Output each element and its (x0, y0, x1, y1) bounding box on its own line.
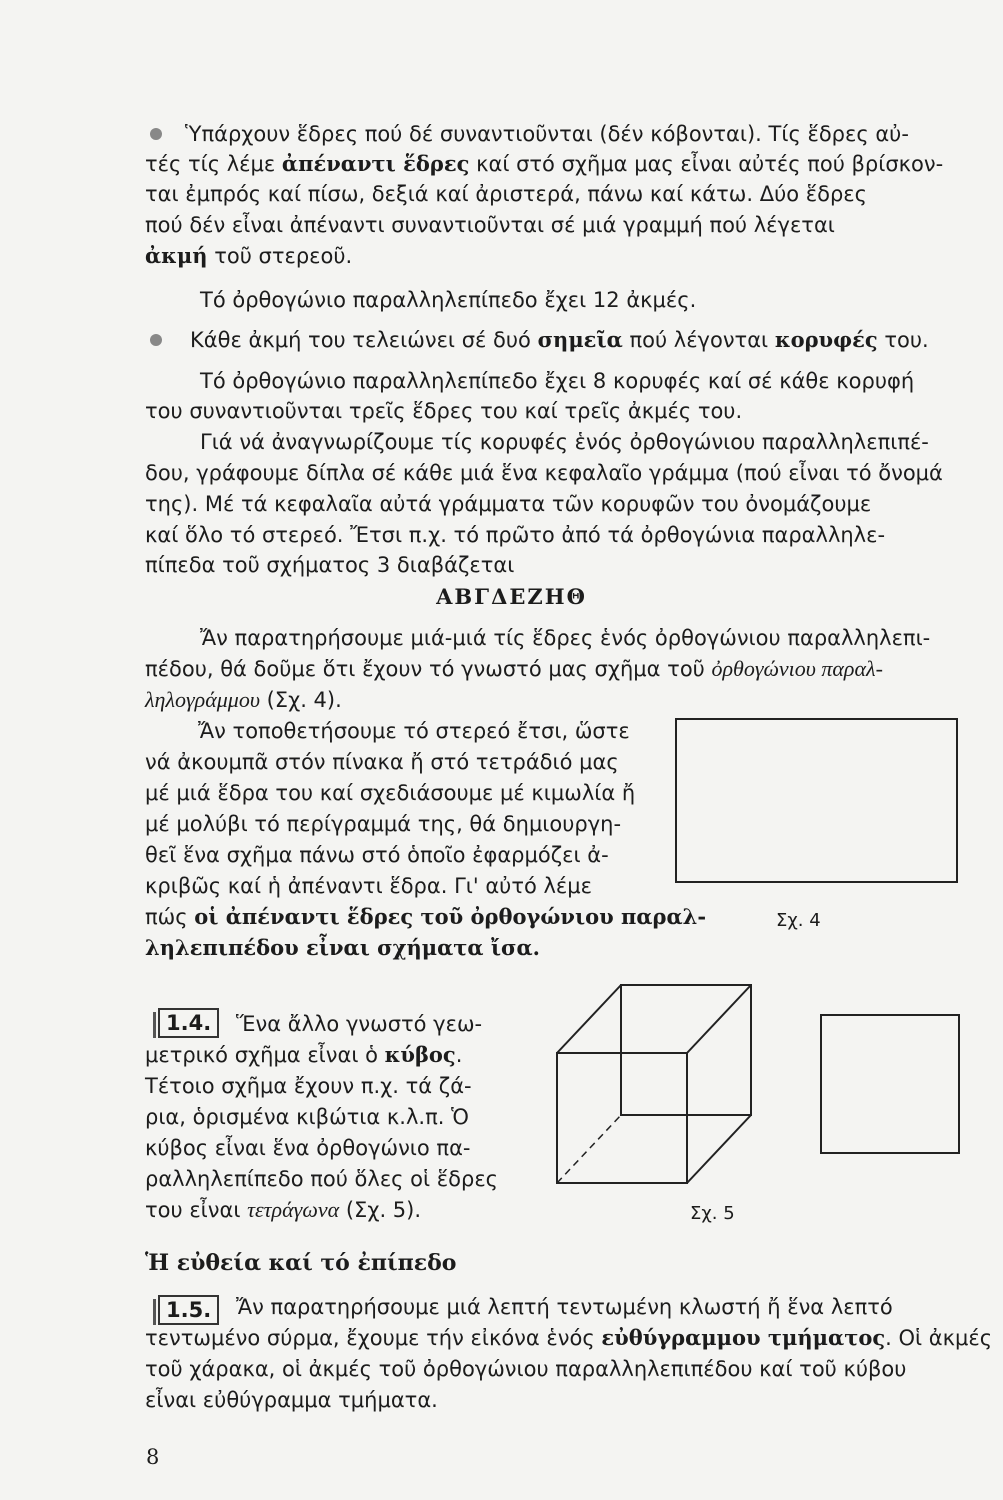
text-line: καί ὅλο τό στερεό. Ἔτσι π.χ. τό πρῶτο ἀπό τά ὀρθογώνια παραλληλε- (145, 523, 886, 547)
figure-4-caption: Σχ. 4 (776, 910, 821, 931)
text-line (145, 242, 352, 270)
text: του. (877, 328, 929, 352)
term-cube: κύβος (384, 1042, 456, 1067)
text-line (145, 655, 883, 683)
text-line: της). Μέ τά κεφαλαῖα αὐτά γράμματα τῶν κορυφῶν του ὀνομάζουμε (145, 492, 872, 516)
text-line: Τό ὀρθογώνιο παραλληλεπίπεδο ἔχει 8 κορυφές καί σέ κάθε κορυφή (200, 369, 915, 393)
figure-4-rectangle (672, 715, 962, 890)
figure-5-caption: Σχ. 5 (690, 1203, 735, 1224)
text: τές τίς λέμε (145, 152, 282, 176)
term-rectangle: ὀρθογώνιου παραλ- (711, 656, 883, 681)
section-heading: Ἡ εὐθεία καί τό ἐπίπεδο (145, 1250, 457, 1276)
text: πώς (145, 905, 195, 929)
text-line: του συναντιοῦνται τρεῖς ἕδρες του καί τρεῖς ἀκμές του. (145, 399, 743, 423)
term-equal-shapes: οἱ ἀπέναντι ἕδρες τοῦ ὀρθογώνιου παραλ- (194, 904, 707, 929)
text: (Σχ. 5). (339, 1198, 422, 1222)
text: . Οἱ ἀκμές (885, 1326, 993, 1350)
term-vertices: κορυφές (774, 327, 878, 352)
text-line (145, 1196, 421, 1224)
vertex-letters-heading: ΑΒΓΔΕΖΗΘ (436, 584, 587, 609)
term-edge: ἀκμή (145, 243, 208, 268)
text: καί στό σχῆμα μας εἶναι αὐτές πού βρίσκον- (469, 152, 944, 176)
page-number: 8 (146, 1445, 160, 1469)
term-squares: τετράγωνα (247, 1197, 340, 1222)
text-line: ραλληλεπίπεδο πού ὅλες οἱ ἕδρες (145, 1167, 499, 1191)
text: πού λέγονται (622, 328, 775, 352)
text-line (145, 934, 540, 962)
term-rectangle: ληλογράμμου (145, 687, 260, 712)
text-line: Τό ὀρθογώνιο παραλληλεπίπεδο ἔχει 12 ἀκμές. (200, 288, 697, 312)
text-line: Τέτοιο σχῆμα ἔχουν π.χ. τά ζά- (145, 1074, 472, 1098)
term-equal-shapes: ληλεπιπέδου εἶναι σχήματα ἴσα. (145, 935, 540, 960)
section-number-1-4: 1.4. (158, 1008, 219, 1038)
text-line: Ἄν παρατηρήσουμε μιά λεπτή τεντωμένη κλωστή ἤ ἕνα λεπτό (236, 1295, 893, 1319)
text-line: Ἄν παρατηρήσουμε μιά-μιά τίς ἕδρες ἑνός ὀρθογώνιου παραλληλεπι- (200, 626, 931, 650)
text-line: πίπεδα τοῦ σχήματος 3 διαβάζεται (145, 553, 515, 577)
figure-5-square (818, 1012, 964, 1158)
text-line (145, 1041, 462, 1069)
section-number-1-5: 1.5. (158, 1295, 219, 1325)
text-line: πού δέν εἶναι ἀπέναντι συναντιοῦνται σέ μιά γραμμή πού λέγεται (145, 213, 835, 237)
text-line: ρια, ὁρισμένα κιβώτια κ.λ.π. Ὁ (145, 1105, 469, 1129)
text: (Σχ. 4). (259, 688, 342, 712)
text-line (145, 686, 342, 714)
text-line (145, 903, 706, 931)
term-line-segment: εὐθύγραμμου τμήματος (601, 1325, 886, 1350)
text-line: Ἄν τοποθετήσουμε τό στερεό ἔτσι, ὥστε (198, 719, 630, 743)
text-line: τοῦ χάρακα, οἱ ἀκμές τοῦ ὀρθογώνιου παραλληλεπιπέδου καί τοῦ κύβου (145, 1357, 907, 1381)
text-line: Γιά νά ἀναγνωρίζουμε τίς κορυφές ἑνός ὀρθογώνιου παραλληλεπιπέ- (200, 430, 929, 454)
text-line: μέ μιά ἕδρα του καί σχεδιάσουμε μέ κιμωλία ἤ (145, 781, 636, 805)
text-line: κριβῶς καί ἡ ἀπέναντι ἕδρα. Γι' αὐτό λέμε (145, 874, 592, 898)
term-opposite-faces: ἀπέναντι ἕδρες (281, 151, 470, 176)
text: πέδου, θά δοῦμε ὅτι ἔχουν τό γνωστό μας σχῆμα τοῦ (145, 657, 712, 681)
text-line: νά ἀκουμπᾶ στόν πίνακα ἤ στό τετράδιό μας (145, 750, 619, 774)
text: Κάθε ἀκμή του τελειώνει σέ δυό (190, 328, 538, 352)
text-line: κύβος εἶναι ἕνα ὀρθογώνιο πα- (145, 1136, 471, 1160)
text: τεντωμένο σύρμα, ἔχουμε τήν εἰκόνα ἑνός (145, 1326, 602, 1350)
text-line: θεῖ ἕνα σχῆμα πάνω στό ὁποῖο ἐφαρμόζει ἀ- (145, 843, 609, 867)
text: μετρικό σχῆμα εἶναι ὁ (145, 1043, 385, 1067)
figure-5-cube (545, 975, 765, 1200)
text-line: ται ἐμπρός καί πίσω, δεξιά καί ἀριστερά, πάνω καί κάτω. Δύο ἕδρες (145, 182, 867, 206)
bullet-point (150, 128, 162, 140)
text-line: Ὑπάρχουν ἕδρες πού δέ συναντιοῦνται (δέν κόβονται). Τίς ἕδρες αὐ- (185, 122, 909, 146)
text-line (145, 150, 943, 178)
text-line (190, 326, 929, 354)
bullet-point (150, 334, 162, 346)
text-line: εἶναι εὐθύγραμμα τμήματα. (145, 1388, 438, 1412)
text-line: δου, γράφουμε δίπλα σέ κάθε μιά ἕνα κεφαλαῖο γράμμα (πού εἶναι τό ὄνομά (145, 461, 943, 485)
text: . (455, 1043, 463, 1067)
text-line: μέ μολύβι τό περίγραμμά της, θά δημιουργη- (145, 812, 622, 836)
text: του εἶναι (145, 1198, 248, 1222)
term-points: σημεῖα (537, 327, 623, 352)
text-line: Ἕνα ἄλλο γνωστό γεω- (236, 1012, 483, 1036)
text: τοῦ στερεοῦ. (207, 244, 353, 268)
text-line (145, 1324, 992, 1352)
